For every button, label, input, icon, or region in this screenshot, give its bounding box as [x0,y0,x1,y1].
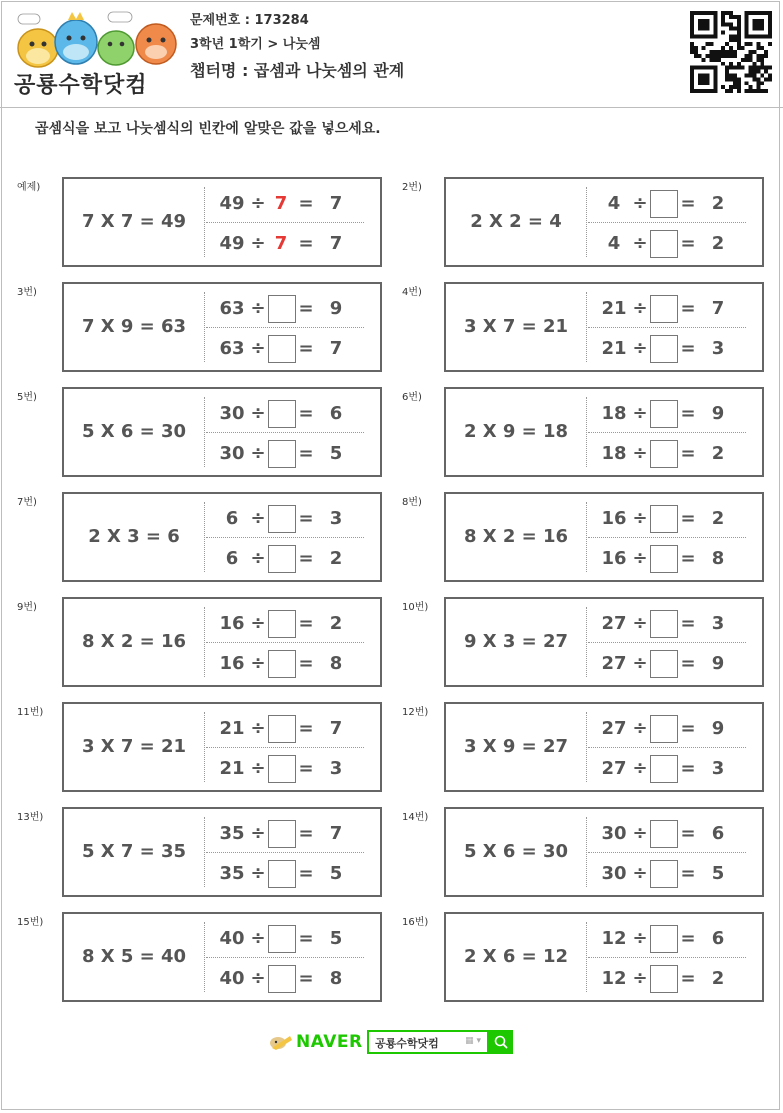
quotient: 7 [329,233,343,254]
answer-blank[interactable] [650,820,678,848]
answer-blank[interactable] [650,230,678,258]
multiplication-equation: 2 X 2 = 4 [470,211,562,232]
dividend: 6 [225,548,239,569]
quotient: 5 [329,443,343,464]
division-equation [206,399,380,429]
division-equation [588,439,762,469]
dividend: 30 [219,443,245,464]
multiplication-equation: 8 X 2 = 16 [463,526,569,547]
divide-sign: ÷ [632,548,648,569]
problem-number: 문제번호 : 173284 [190,13,309,28]
problem-card [444,282,764,372]
divide-sign: ÷ [632,613,648,634]
qr-code-icon [690,11,772,93]
dividend: 30 [219,403,245,424]
quotient: 7 [711,298,725,319]
divide-sign: ÷ [250,548,266,569]
answer-blank[interactable] [650,925,678,953]
answer-blank[interactable] [650,965,678,993]
answer-blank[interactable] [268,545,296,573]
problem-card [62,177,382,267]
vertical-divider [586,502,587,572]
divide-sign: ÷ [250,233,266,254]
division-equation [206,649,380,679]
quotient: 2 [711,443,725,464]
horizontal-divider [588,432,746,433]
multiplication-equation: 5 X 6 = 30 [81,421,187,442]
equals-sign: = [680,613,696,634]
divide-sign: ÷ [250,968,266,989]
dividend: 63 [219,298,245,319]
division-equation [588,229,762,259]
quotient: 2 [711,508,725,529]
answer-blank[interactable] [650,505,678,533]
horizontal-divider [206,852,364,853]
quotient: 5 [329,863,343,884]
dividend: 16 [601,508,627,529]
quotient: 6 [711,823,725,844]
vertical-divider [586,922,587,992]
quotient: 9 [711,403,725,424]
multiplication-equation: 7 X 9 = 63 [81,316,187,337]
problem-number-label: 9번) [17,602,37,613]
vertical-divider [204,397,205,467]
answer-blank[interactable] [268,400,296,428]
search-button[interactable] [489,1030,513,1054]
divide-sign: ÷ [632,338,648,359]
vertical-divider [204,607,205,677]
multiplication-equation: 5 X 6 = 30 [463,841,569,862]
equals-sign: = [680,508,696,529]
quotient: 8 [329,968,343,989]
dividend: 21 [601,298,627,319]
quotient: 2 [329,548,343,569]
divide-sign: ÷ [632,298,648,319]
answer-blank[interactable] [268,650,296,678]
chapter-title: 챕터명 : 곱셈과 나눗셈의 관계 [190,61,405,80]
division-equation [588,964,762,994]
division-equation [588,294,762,324]
equals-sign: = [298,968,314,989]
vertical-divider [204,292,205,362]
horizontal-divider [206,642,364,643]
answer-blank[interactable] [650,400,678,428]
equals-sign: = [680,443,696,464]
problem-number-label: 7번) [17,497,37,508]
division-equation [206,819,380,849]
division-equation [588,544,762,574]
problem-number-label: 예제) [17,182,41,193]
vertical-divider [586,817,587,887]
equals-sign: = [680,653,696,674]
division-equation [206,334,380,364]
search-icon [489,1030,513,1054]
divide-sign: ÷ [632,193,648,214]
vertical-divider [586,292,587,362]
problem-card [444,912,764,1002]
problem-card [444,492,764,582]
answer-blank[interactable] [268,925,296,953]
problem-card [62,492,382,582]
answer-blank[interactable] [268,715,296,743]
problem-number-label: 14번) [402,812,429,823]
dividend: 49 [219,233,245,254]
problem-number-label: 10번) [402,602,429,613]
horizontal-divider [206,222,364,223]
divide-sign: ÷ [632,653,648,674]
multiplication-equation: 8 X 5 = 40 [81,946,187,967]
divide-sign: ÷ [250,823,266,844]
equals-sign: = [680,298,696,319]
search-input-value[interactable]: 공룡수학닷컴 [375,1037,439,1050]
divide-sign: ÷ [250,338,266,359]
problem-number-label: 4번) [402,287,422,298]
horizontal-divider [588,852,746,853]
dividend: 18 [601,443,627,464]
dividend: 4 [607,233,621,254]
quotient: 7 [329,718,343,739]
answer-blank[interactable] [268,335,296,363]
instruction-text: 곱셈식을 보고 나눗셈식의 빈칸에 알맞은 값을 넣으세요. [35,121,381,137]
answer-value: 7 [274,233,288,254]
problem-number-label: 15번) [17,917,44,928]
answer-blank[interactable] [650,610,678,638]
keyboard-icon[interactable]: ▦ ▾ [465,1036,481,1046]
answer-blank[interactable] [650,295,678,323]
equals-sign: = [298,548,314,569]
multiplication-equation: 7 X 7 = 49 [81,211,187,232]
equals-sign: = [680,718,696,739]
dividend: 63 [219,338,245,359]
answer-blank[interactable] [268,755,296,783]
equals-sign: = [298,508,314,529]
dividend: 27 [601,758,627,779]
dividend: 16 [219,653,245,674]
problem-card [444,807,764,897]
answer-blank[interactable] [268,295,296,323]
dividend: 40 [219,928,245,949]
division-equation [588,609,762,639]
equals-sign: = [298,443,314,464]
divide-sign: ÷ [632,968,648,989]
problem-number-label: 11번) [17,707,44,718]
problem-card [62,282,382,372]
problem-number-label: 12번) [402,707,429,718]
answer-blank[interactable] [650,190,678,218]
dividend: 4 [607,193,621,214]
equals-sign: = [298,758,314,779]
dividend: 49 [219,193,245,214]
division-equation [588,754,762,784]
equals-sign: = [680,968,696,989]
answer-blank[interactable] [268,965,296,993]
equals-sign: = [298,823,314,844]
division-equation [206,964,380,994]
division-equation [588,819,762,849]
equals-sign: = [680,928,696,949]
equals-sign: = [298,403,314,424]
divide-sign: ÷ [632,758,648,779]
division-equation [206,229,380,259]
quotient: 5 [711,863,725,884]
problem-number-label: 6번) [402,392,422,403]
divide-sign: ÷ [632,718,648,739]
dividend: 27 [601,653,627,674]
horizontal-divider [206,537,364,538]
equals-sign: = [298,193,314,214]
divide-sign: ÷ [632,403,648,424]
divide-sign: ÷ [632,443,648,464]
answer-blank[interactable] [650,335,678,363]
vertical-divider [586,607,587,677]
quotient: 3 [711,758,725,779]
equals-sign: = [298,233,314,254]
divide-sign: ÷ [250,928,266,949]
answer-blank[interactable] [268,860,296,888]
dividend: 16 [219,613,245,634]
dividend: 27 [601,613,627,634]
dividend: 6 [225,508,239,529]
equals-sign: = [680,403,696,424]
multiplication-equation: 9 X 3 = 27 [463,631,569,652]
equals-sign: = [298,613,314,634]
divide-sign: ÷ [250,508,266,529]
equals-sign: = [298,653,314,674]
vertical-divider [204,187,205,257]
grade-topic: 3학년 1학기 > 나눗셈 [190,37,321,52]
quotient: 5 [329,928,343,949]
quotient: 3 [711,613,725,634]
answer-blank[interactable] [650,440,678,468]
equals-sign: = [680,758,696,779]
problem-number-label: 3번) [17,287,37,298]
answer-blank[interactable] [650,545,678,573]
division-equation [206,714,380,744]
naver-search-field[interactable] [367,1030,489,1054]
multiplication-equation: 2 X 6 = 12 [463,946,569,967]
answer-blank[interactable] [650,650,678,678]
horizontal-divider [588,747,746,748]
problem-number-label: 8번) [402,497,422,508]
quotient: 9 [329,298,343,319]
quotient: 2 [329,613,343,634]
problem-card [62,597,382,687]
equals-sign: = [298,863,314,884]
quotient: 8 [329,653,343,674]
divide-sign: ÷ [632,823,648,844]
equals-sign: = [298,338,314,359]
horizontal-divider [206,432,364,433]
equals-sign: = [680,863,696,884]
divide-sign: ÷ [632,928,648,949]
vertical-divider [204,502,205,572]
dividend: 40 [219,968,245,989]
answer-blank[interactable] [268,440,296,468]
quotient: 8 [711,548,725,569]
logo-text: 공룡수학닷컴 [14,73,148,98]
divide-sign: ÷ [632,863,648,884]
divide-sign: ÷ [250,718,266,739]
problem-card [62,807,382,897]
quotient: 6 [329,403,343,424]
answer-blank[interactable] [268,505,296,533]
division-equation [206,859,380,889]
dividend: 35 [219,823,245,844]
dividend: 12 [601,968,627,989]
divide-sign: ÷ [250,298,266,319]
horizontal-divider [206,747,364,748]
vertical-divider [586,187,587,257]
dividend: 12 [601,928,627,949]
division-equation [588,924,762,954]
vertical-divider [204,922,205,992]
division-equation [206,294,380,324]
horizontal-divider [588,642,746,643]
quotient: 9 [711,718,725,739]
quotient: 2 [711,193,725,214]
answer-blank[interactable] [650,860,678,888]
divide-sign: ÷ [250,193,266,214]
division-equation [588,714,762,744]
answer-blank[interactable] [268,610,296,638]
problem-number-label: 16번) [402,917,429,928]
equals-sign: = [680,338,696,359]
horizontal-divider [206,327,364,328]
divide-sign: ÷ [250,613,266,634]
division-equation [588,649,762,679]
divide-sign: ÷ [250,443,266,464]
division-equation [206,609,380,639]
dividend: 27 [601,718,627,739]
dividend: 30 [601,863,627,884]
problem-card [62,912,382,1002]
problem-number-label: 5번) [17,392,37,403]
equals-sign: = [298,928,314,949]
equals-sign: = [298,298,314,319]
answer-value: 7 [274,193,288,214]
equals-sign: = [680,548,696,569]
division-equation [206,544,380,574]
quotient: 3 [329,508,343,529]
answer-blank[interactable] [650,755,678,783]
naver-logo-icon [268,1032,294,1054]
multiplication-equation: 8 X 2 = 16 [81,631,187,652]
quotient: 7 [329,823,343,844]
multiplication-equation: 3 X 9 = 27 [463,736,569,757]
worksheet-header [0,0,783,108]
divide-sign: ÷ [632,233,648,254]
problem-card [444,177,764,267]
problem-card [444,597,764,687]
divide-sign: ÷ [632,508,648,529]
division-equation [588,504,762,534]
division-equation [588,189,762,219]
divide-sign: ÷ [250,863,266,884]
problem-card [444,702,764,792]
divide-sign: ÷ [250,403,266,424]
problem-card [62,702,382,792]
problem-number-label: 13번) [17,812,44,823]
dividend: 18 [601,403,627,424]
horizontal-divider [588,327,746,328]
horizontal-divider [588,222,746,223]
division-equation [206,189,380,219]
problem-card [62,387,382,477]
answer-blank[interactable] [268,820,296,848]
multiplication-equation: 3 X 7 = 21 [463,316,569,337]
multiplication-equation: 2 X 9 = 18 [463,421,569,442]
dividend: 21 [219,758,245,779]
equals-sign: = [680,823,696,844]
division-equation [206,924,380,954]
vertical-divider [586,397,587,467]
dividend: 16 [601,548,627,569]
quotient: 2 [711,233,725,254]
division-equation [588,859,762,889]
quotient: 3 [711,338,725,359]
quotient: 3 [329,758,343,779]
vertical-divider [586,712,587,782]
horizontal-divider [588,537,746,538]
division-equation [206,754,380,784]
vertical-divider [204,712,205,782]
division-equation [588,399,762,429]
divide-sign: ÷ [250,653,266,674]
vertical-divider [204,817,205,887]
dividend: 30 [601,823,627,844]
dividend: 35 [219,863,245,884]
multiplication-equation: 3 X 7 = 21 [81,736,187,757]
quotient: 7 [329,193,343,214]
quotient: 7 [329,338,343,359]
horizontal-divider [588,957,746,958]
equals-sign: = [680,233,696,254]
division-equation [206,439,380,469]
quotient: 6 [711,928,725,949]
equals-sign: = [298,718,314,739]
division-equation [588,334,762,364]
worksheet-meta [190,12,404,86]
quotient: 2 [711,968,725,989]
problem-card [444,387,764,477]
multiplication-equation: 5 X 7 = 35 [81,841,187,862]
divide-sign: ÷ [250,758,266,779]
equals-sign: = [680,193,696,214]
multiplication-equation: 2 X 3 = 6 [88,526,180,547]
division-equation [206,504,380,534]
problem-number-label: 2번) [402,182,422,193]
dividend: 21 [601,338,627,359]
answer-blank[interactable] [650,715,678,743]
naver-brand: NAVER [296,1032,363,1052]
dividend: 21 [219,718,245,739]
quotient: 9 [711,653,725,674]
horizontal-divider [206,957,364,958]
